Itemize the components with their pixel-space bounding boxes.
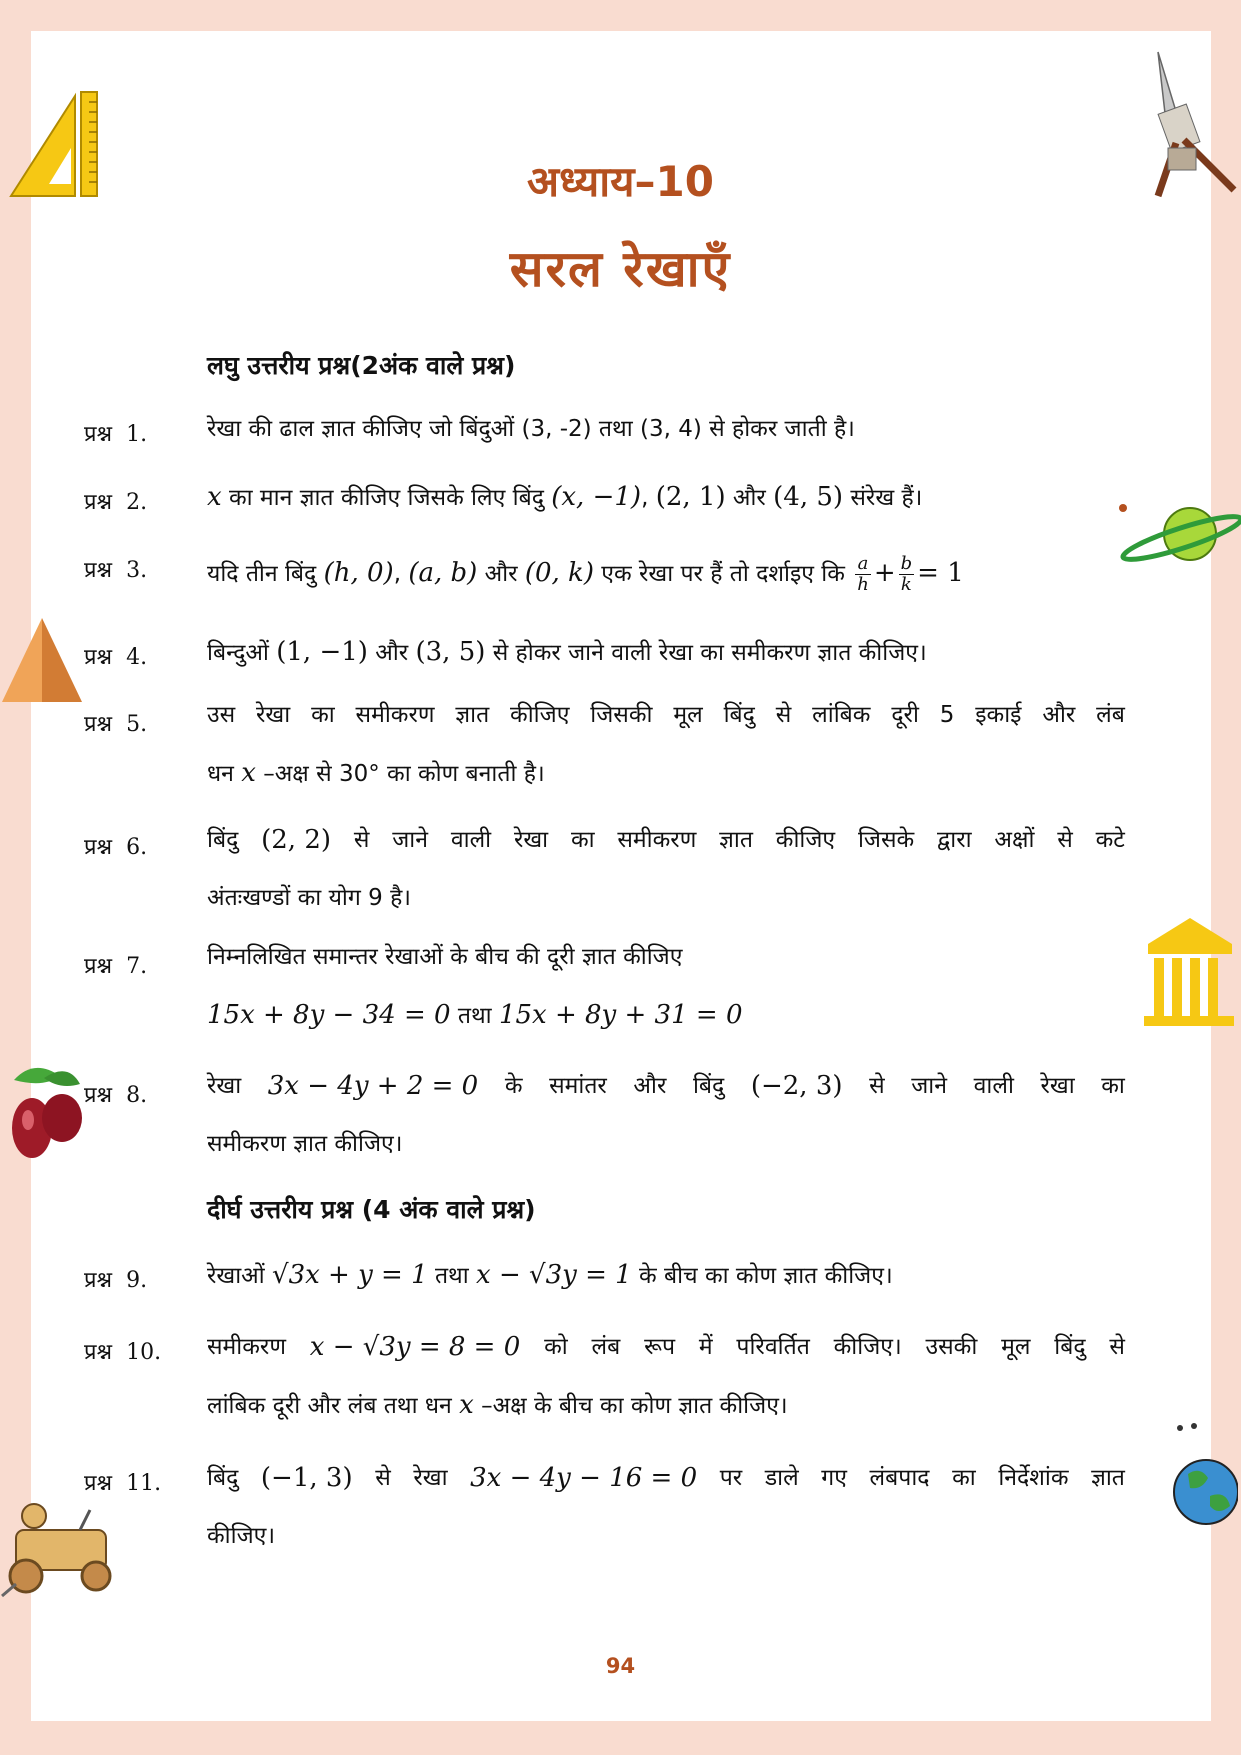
word: गए bbox=[821, 1465, 847, 1491]
question-text: समीकरण x − √3y = 8 = 0 को लंब रूप में परिवर्तित कीजिए। उसकी मूल बिंदु से लांबिक दूरी और लंब तथा धन x –अक्ष के बीच का कोण ज्ञात कीजिए। bbox=[207, 1318, 1125, 1435]
saturn-planet-icon bbox=[1118, 502, 1241, 572]
word: लंबपाद bbox=[869, 1465, 930, 1491]
question-label: प्रश्न 8. bbox=[84, 1083, 148, 1108]
word: 5 bbox=[939, 702, 955, 728]
earth-globe-icon bbox=[1168, 1420, 1238, 1530]
word: उस bbox=[207, 702, 236, 728]
question-label: प्रश्न 9. bbox=[84, 1268, 148, 1293]
word: से bbox=[775, 702, 792, 728]
question-text: यदि तीन बिंदु (h, 0), (a, b) और (0, k) एक रेखा पर हैं तो दर्शाइए कि $\frac{a}{h}$ + $\frac{b}{k}$ = 1 bbox=[207, 553, 964, 595]
fraction-a-over-h: $\frac{a}{h}$ bbox=[857, 553, 869, 595]
word: मूल bbox=[1001, 1334, 1031, 1360]
pyramid-icon bbox=[0, 616, 84, 704]
word: लंब bbox=[1096, 702, 1125, 728]
pillar-building-icon bbox=[1142, 914, 1237, 1028]
question-label: प्रश्न 3. bbox=[84, 558, 148, 583]
question-label: प्रश्न 5. bbox=[84, 712, 148, 737]
word: जिसकी bbox=[590, 702, 653, 728]
word: रूप bbox=[644, 1334, 676, 1360]
word: ज्ञात bbox=[1091, 1465, 1125, 1491]
word: कीजिए bbox=[775, 827, 836, 853]
section-heading-long: दीर्घ उत्तरीय प्रश्न (4 अंक वाले प्रश्न) bbox=[207, 1195, 536, 1224]
page-number: 94 bbox=[605, 1654, 636, 1678]
fraction-b-over-k: $\frac{b}{k}$ bbox=[900, 553, 913, 595]
word: लंब bbox=[591, 1334, 621, 1360]
question-text: रेखाओं √3x + y = 1 तथा x − √3y = 1 के बीच का कोण ज्ञात कीजिए। bbox=[207, 1260, 893, 1290]
word: से bbox=[353, 827, 370, 853]
question-label: प्रश्न 7. bbox=[84, 954, 148, 979]
word: रेखा bbox=[513, 827, 549, 853]
word: ज्ञात bbox=[719, 827, 753, 853]
question-text: बिंदु (2, 2) से जाने वाली रेखा का समीकरण ज्ञात कीजिए जिसके द्वारा अक्षों से कटे अंतःखण्डों का योग 9 है। bbox=[207, 811, 1125, 927]
word: का bbox=[570, 827, 595, 853]
word: बिंदु bbox=[723, 702, 755, 728]
kidney-beans-icon bbox=[4, 1058, 86, 1164]
word: द्वारा bbox=[937, 827, 972, 853]
word: जिसके bbox=[857, 827, 915, 853]
word: जाने bbox=[392, 827, 429, 853]
question-text: रेखा की ढाल ज्ञात कीजिए जो बिंदुओं (3, -2) तथा (3, 4) से होकर जाती है। bbox=[207, 416, 855, 442]
question-text: रेखा 3x − 4y + 2 = 0 के समांतर और बिंदु (−2, 3) से जाने वाली रेखा का समीकरण ज्ञात कीजिए। bbox=[207, 1071, 1125, 1157]
question-label: प्रश्न 2. bbox=[84, 490, 148, 515]
question-label: प्रश्न 4. bbox=[84, 645, 148, 670]
question-label: प्रश्न 11. bbox=[84, 1471, 162, 1496]
word: कीजिए। bbox=[833, 1334, 902, 1360]
word: डाले bbox=[764, 1465, 799, 1491]
word: उसकी bbox=[925, 1334, 978, 1360]
word: वाली bbox=[450, 827, 492, 853]
question-text: निम्नलिखित समान्तर रेखाओं के बीच की दूरी ज्ञात कीजिए 15x + 8y − 34 = 0 तथा 15x + 8y + 31 = 0 bbox=[207, 944, 743, 1030]
question-text: x का मान ज्ञात कीजिए जिसके लिए बिंदु (x, −1), (2, 1) और (4, 5) संरेख हैं। bbox=[207, 482, 923, 512]
word: इकाई bbox=[975, 702, 1022, 728]
question-label: प्रश्न 10. bbox=[84, 1340, 162, 1365]
word: दूरी bbox=[891, 702, 919, 728]
word: और bbox=[1042, 702, 1076, 728]
word: का bbox=[311, 702, 335, 728]
word: अक्षों bbox=[994, 827, 1035, 853]
word: समीकरण bbox=[355, 702, 435, 728]
word: पर bbox=[719, 1465, 743, 1491]
question-text: बिन्दुओं (1, −1) और (3, 5) से होकर जाने वाली रेखा का समीकरण ज्ञात कीजिए। bbox=[207, 637, 927, 667]
question-label: प्रश्न 6. bbox=[84, 835, 148, 860]
word: ज्ञात bbox=[455, 702, 490, 728]
word: से bbox=[1109, 1334, 1125, 1360]
word: को bbox=[544, 1334, 568, 1360]
word: कटे bbox=[1095, 827, 1125, 853]
word: कीजिए bbox=[510, 702, 570, 728]
chapter-subtitle: सरल रेखाएँ bbox=[509, 240, 732, 298]
section-heading-short: लघु उत्तरीय प्रश्न(2अंक वाले प्रश्न) bbox=[207, 351, 516, 380]
question-text: उस रेखा का समीकरण ज्ञात कीजिए जिसकी मूल बिंदु से लांबिक दूरी 5 इकाई और लंब धन x –अक्ष से 30° का कोण बनाती है। bbox=[207, 686, 1125, 803]
word: बिंदु bbox=[1054, 1334, 1086, 1360]
word: परिवर्तित bbox=[736, 1334, 810, 1360]
word: से bbox=[1057, 827, 1073, 853]
question-text: बिंदु (−1, 3) से रेखा 3x − 4y − 16 = 0 पर डाले गए लंबपाद का निर्देशांक ज्ञात कीजिए। bbox=[207, 1449, 1125, 1565]
cart-vehicle-icon bbox=[0, 1500, 126, 1600]
word: रेखा bbox=[256, 702, 291, 728]
word: निर्देशांक bbox=[998, 1465, 1069, 1491]
word: मूल bbox=[673, 702, 703, 728]
word: लांबिक bbox=[812, 702, 871, 728]
word: में bbox=[698, 1334, 713, 1360]
word: का bbox=[952, 1465, 976, 1491]
word: समीकरण bbox=[617, 827, 697, 853]
question-label: प्रश्न 1. bbox=[84, 422, 148, 447]
chapter-title: अध्याय–10 bbox=[527, 157, 714, 206]
